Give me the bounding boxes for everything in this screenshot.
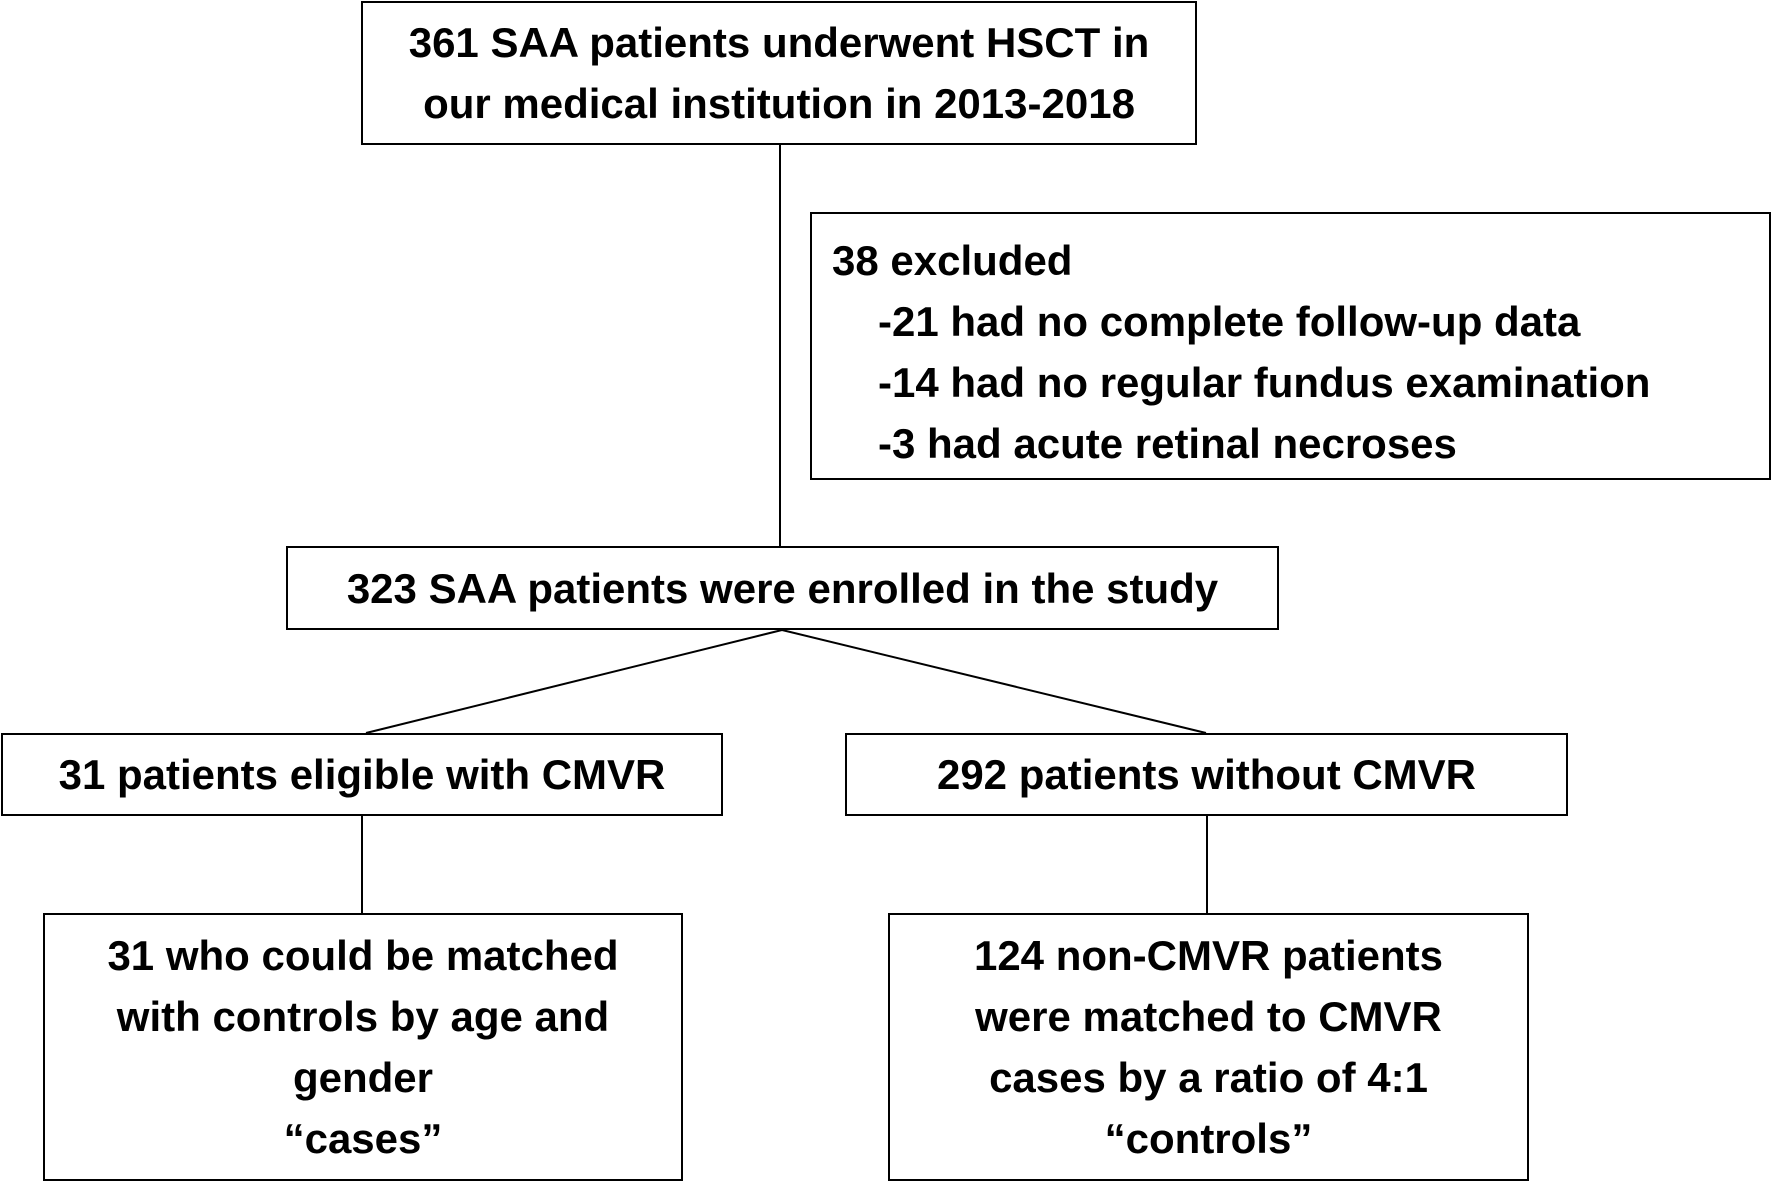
enrolled-text: 323 SAA patients were enrolled in the study [346,564,1219,612]
cases-line-1: 31 who could be matched [107,932,619,979]
box-with-cmvr [1,733,723,816]
box-enrolled [286,546,1279,630]
box-cases [43,913,683,1181]
box-initial-cohort [361,1,1197,145]
controls-line-4: “controls” [1104,1115,1313,1162]
intro-line-2: our medical institution in 2013-2018 [423,80,1135,127]
connector-enrolled-to-cmvr [366,630,782,733]
excluded-heading: 38 excluded [832,237,1073,284]
box-excluded [810,212,1771,480]
intro-line-1: 361 SAA patients underwent HSCT in [408,19,1150,66]
excluded-reason-follow-up: -21 had no complete follow-up data [878,298,1581,345]
controls-line-1: 124 non-CMVR patients [973,932,1444,979]
with-cmvr-text: 31 patients eligible with CMVR [58,751,666,798]
cases-line-4: “cases” [283,1115,443,1162]
without-cmvr-text: 292 patients without CMVR [936,751,1477,798]
controls-line-3: cases by a ratio of 4:1 [989,1054,1428,1101]
cases-line-2: with controls by age and [116,993,610,1040]
cases-line-3: gender [292,1054,434,1101]
connector-enrolled-to-noncmvr [782,630,1206,733]
excluded-reason-necroses: -3 had acute retinal necroses [878,420,1457,467]
box-without-cmvr [845,733,1568,816]
controls-line-2: were matched to CMVR [975,993,1442,1040]
box-controls [888,913,1529,1181]
excluded-reason-fundus: -14 had no regular fundus examination [878,359,1651,406]
